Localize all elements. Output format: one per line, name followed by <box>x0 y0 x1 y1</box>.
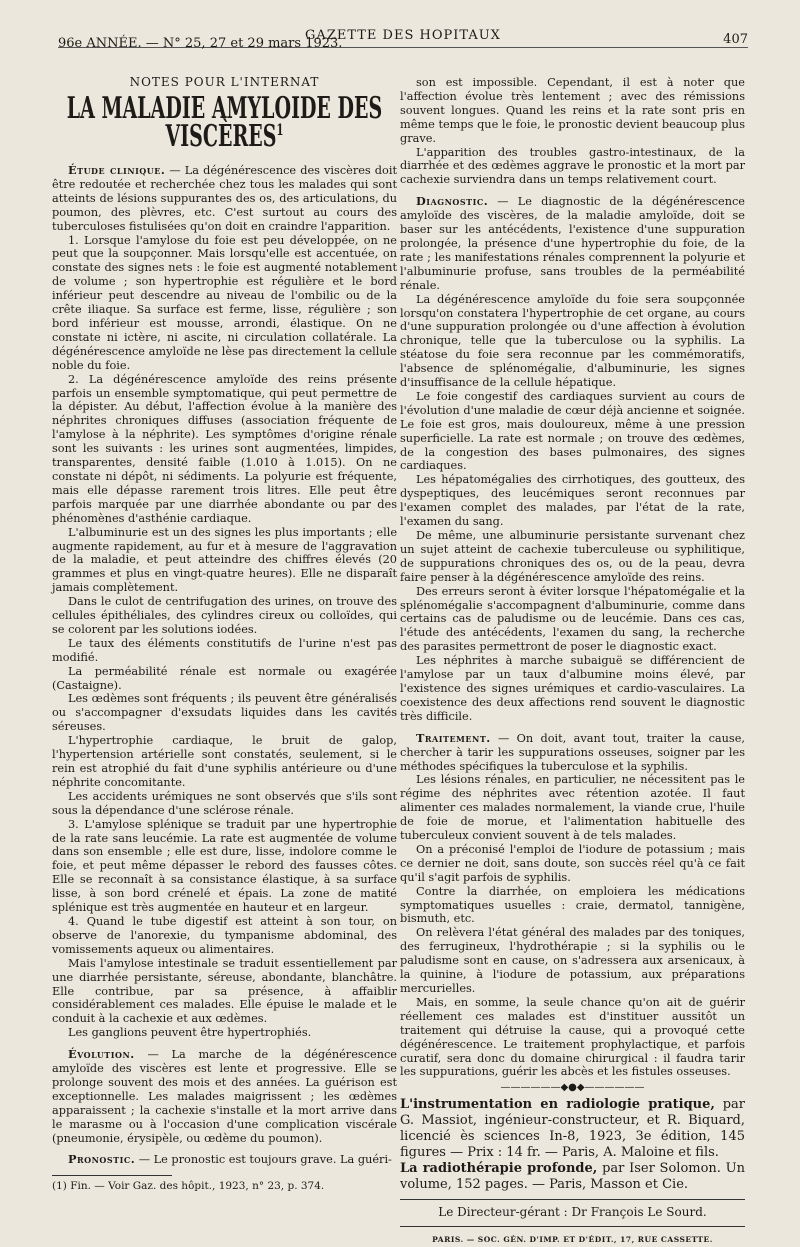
paragraph: Les néphrites à marche subaiguë se différencient de l'amylose par un taux d'albumine moins élevé, par l'existence des signes urémiques et cardio-vasculaires. La coexistence des deux affections rend souvent le diagnostic très difficile. <box>400 654 745 723</box>
paragraph: Les hépatomégalies des cirrhotiques, des goutteux, des dyspeptiques, des leucémiques seront reconnues par l'examen complet des malades, par l'état de la rate, l'examen du sang. <box>400 473 745 529</box>
paragraph-heading: Évolution. <box>68 1047 135 1062</box>
page-number: 407 <box>723 32 748 47</box>
book-title: L'instrumentation en radiologie pratique, <box>400 1097 715 1113</box>
article-title-text: LA MALADIE AMYLOIDE DES VISCÈRES <box>66 91 383 154</box>
paragraph: Le taux des éléments constitutifs de l'urine n'est pas modifié. <box>52 636 397 664</box>
paragraph: L'hypertrophie cardiaque, le bruit de galop, l'hypertension artérielle sont constatés, seulement, si le rein est atrophié du fait d'une syphilis antérieure ou d'une néphrite concomitante. <box>52 734 397 789</box>
paragraph: Le foie congestif des cardiaques survient au cours de l'évolution d'une maladie de cœur déjà ancienne et soignée. Le foie est gros, mais douloureux, même à une pression superficielle. La rate est normale ; on trouve des œdèmes, de la congestion des bases pulmonaires, des signes cardiaques. <box>400 389 745 473</box>
paragraph: Les accidents urémiques ne sont observés que s'ils sont sous la dépendance d'une sclérose rénale. <box>52 789 397 817</box>
paragraph: La perméabilité rénale est normale ou exagérée (Castaigne). <box>52 664 397 692</box>
paragraph-heading: Traitement. <box>416 730 491 745</box>
paragraph-heading: Diagnostic. <box>416 194 489 209</box>
paragraph: Des erreurs seront à éviter lorsque l'hépatomégalie et la splénomégalie s'accompagnent d'albuminurie, comme dans certains cas de paludisme ou de leucémie. Dans ces cas, l'étude des antécédents, l'examen du sang, la recherche des parasites permettront de poser le diagnostic exact. <box>400 584 745 654</box>
footnote-divider <box>52 1175 172 1176</box>
book-notice <box>400 1097 745 1161</box>
paragraph: 2. La dégénérescence amyloïde des reins présente parfois un ensemble symptomatique, qui peut permettre de la dépister. Au début, l'affection évolue à la manière des néphrites chroniques diffuses (association fréquente de l'amylose à la néphrite). Les symptômes d'origine rénale sont les suivants : les urines sont augmentées, limpides, transparentes, densité faible (1.010 à 1.015). On ne constate ni dépôt, ni sédiments. La polyurie est fréquente, mais elle dépasse rarement trois litres. Elle peut être parfois marquée par une diarrhée abondante ou par des phénomènes d'asthénie cardiaque. <box>52 372 397 525</box>
paragraph: 4. Quand le tube digestif est atteint à son tour, on observe de l'anorexie, du tympanisme abdominal, des vomissements aqueux ou alimentaires. <box>52 914 397 956</box>
paragraph: son est impossible. Cependant, il est à noter que l'affection évolue très lentement ; avec des rémissions souvent longues. Quand les reins et la rate sont pris en même temps que le foie, le pronostic devient beaucoup plus grave. <box>400 76 745 145</box>
section-label: NOTES POUR L'INTERNAT <box>129 75 320 89</box>
paragraph <box>52 1048 397 1145</box>
divider <box>400 1226 745 1227</box>
book-title: La radiothérapie profonde, <box>400 1161 598 1177</box>
paragraph-text: — La dégénérescence des viscères doit être redoutée et recherchée chez tous les malades qui sont atteints de lésions suppurantes des os, des articulations, du poumon, des plèvres, etc. C'est surtout au cours des tuberculoses fistulisées qu'on doit en craindre l'apparition. <box>52 164 397 233</box>
paragraph <box>400 195 745 292</box>
paragraph <box>52 164 397 234</box>
paragraph: On relèvera l'état général des malades par des toniques, des ferrugineux, l'hydrothérapie ; si la syphilis ou le paludisme sont en cause, on s'adressera aux arsenicaux, à la quinine, à l'iodure de potassium, aux préparations mercurielles. <box>400 926 745 995</box>
paragraph: L'apparition des troubles gastro-intestinaux, de la diarrhée et des œdèmes aggrave le pronostic et la mort par cachexie surviendra dans un temps relativement court. <box>400 145 745 187</box>
paragraph-text: — On doit, avant tout, traiter la cause, chercher à tarir les suppurations osseuses, soigner par les méthodes spécifiques la tuberculose et la syphilis. <box>400 731 745 773</box>
paragraph-text: — Le pronostic est toujours grave. La guéri- <box>135 1153 392 1167</box>
paragraph: De même, une albuminurie persistante survenant chez un sujet atteint de cachexie tuberculeuse ou syphilitique, de suppurations chroniques des os, ou de la peau, devra faire penser à la dégénérescence amyloïde des reins. <box>400 529 745 584</box>
divider-ornament: ——————◆●◆—————— <box>500 1082 645 1094</box>
paragraph: Contre la diarrhée, on emploiera les médications symptomatiques usuelles : craie, dermatol, tannigène, bismuth, etc. <box>400 884 745 926</box>
publisher-line: Le Directeur-gérant : Dr François Le Sourd. <box>438 1205 707 1220</box>
paragraph: Dans le culot de centrifugation des urines, on trouve des cellules épithéliales, des cylindres cireux ou colloïdes, qui se colorent par les solutions iodées. <box>52 595 397 636</box>
footnote: (1) Fin. — Voir Gaz. des hôpit., 1923, n° 23, p. 374. <box>52 1180 325 1193</box>
running-header <box>58 28 748 51</box>
paragraph: 3. L'amylose splénique se traduit par une hypertrophie de la rate sans leucémie. La rate est augmentée de volume dans son ensemble ; elle est dure, lisse, indolore comme le foie, et peut même dépasser le rebord des fausses côtes. Elle se reconnaît à sa consistance élastique, à sa surface lisse, à son bord crénelé et épais. La zone de matité splénique est très augmentée en hauteur et en largeur. <box>52 817 397 915</box>
issue-info: 96e ANNÉE. — N° 25, 27 et 29 mars 1923. <box>58 36 343 51</box>
paragraph <box>400 732 745 774</box>
paragraph-text: — Le diagnostic de la dégénérescence amyloïde des viscères, de la maladie amyloïde, doit se baser sur les antécédents, l'existence d'une suppuration prolongée, la présence d'une hypertrophie du foie, de la rate ; les manifestations rénales comprennent la polyurie et l'albuminurie profuse, sans troubles de la perméabilité rénale. <box>400 195 745 292</box>
paragraph: L'albuminurie est un des signes les plus importants ; elle augmente rapidement, au fur et à mesure de l'aggravation de la maladie, et peut atteindre des chiffres élevés (20 grammes et plus en vingt-quatre heures). Elle ne disparaît jamais complètement. <box>52 525 397 595</box>
paragraph <box>52 1153 397 1167</box>
paragraph-text: — La marche de la dégénérescence amyloïde des viscères est lente et progressive. Elle se prolonge souvent des mois et des années. La guérison est exceptionnelle. Les malades maigrissent ; les œdèmes apparaissent ; la cachexie s'installe et la mort arrive dans le marasme ou à l'occasion d'une complication viscérale (pneumonie, érysipèle, ou œdème du poumon). <box>52 1048 397 1145</box>
paragraph: Les ganglions peuvent être hypertrophiés. <box>68 1026 312 1040</box>
book-details: par G. Massiot, ingénieur-constructeur, et R. Biquard, licencié ès sciences In-8, 1923, 3e édition, 145 figures — Prix : 14 fr. — Paris, A. Maloine et fils. <box>400 1097 746 1161</box>
title-footnote-mark: 1 <box>276 122 284 140</box>
paragraph: 1. Lorsque l'amylose du foie est peu développée, on ne peut que la soupçonner. Mais lorsqu'elle est accentuée, on constate des signes nets : le foie est augmenté notablement de volume ; son hypertrophie est régulière et le bord inférieur peut descendre au niveau de l'ombilic ou de la crête iliaque. Sa surface est ferme, lisse, régulière ; son bord inférieur est mousse, arrondi, élastique. On ne constate ni ictère, ni ascite, ni circulation collatérale. La dégénérescence amyloïde ne lèse pas directement la cellule noble du foie. <box>52 233 397 372</box>
paragraph: Mais l'amylose intestinale se traduit essentiellement par une diarrhée persistante, séreuse, abondante, blanchâtre. Elle contribue, par sa présence, à affaiblir considérablement ces malades. Elle épuise le malade et le conduit à la cachexie et aux œdèmes. <box>52 956 397 1026</box>
right-column <box>400 76 745 1247</box>
journal-title: GAZETTE DES HOPITAUX <box>305 28 501 43</box>
paragraph-heading: Étude clinique. <box>68 163 166 178</box>
article-title <box>52 91 397 154</box>
paragraph: La dégénérescence amyloïde du foie sera soupçonnée lorsqu'on constatera l'hypertrophie de cet organe, au cours d'une suppuration prolongée ou d'une affection à évolution chronique, telle que la tuberculose ou la syphilis. La stéatose du foie sera reconnue par les commémoratifs, l'absence de splénomégalie, d'albuminurie, les signes d'insuffisance de la cellule hépatique. <box>400 292 745 390</box>
paragraph-heading: Pronostic. <box>68 1152 136 1167</box>
paragraph: Mais, en somme, la seule chance qu'on ait de guérir réellement ces malades est d'instituer aussitôt un traitement qui détruise la cause, qui a provoqué cette dégénérescence. Le traitement prophylactique, et parfois curatif, sera donc du domaine chirurgical : il faudra tarir les suppurations, guérir les abcès et les fistules osseuses. <box>400 995 745 1079</box>
left-column <box>52 76 397 1194</box>
book-details: par Iser Solomon. Un volume, 152 pages. — Paris, Masson et Cie. <box>400 1161 745 1193</box>
book-notice <box>400 1161 745 1193</box>
paragraph: Les œdèmes sont fréquents ; ils peuvent être généralisés ou s'accompagner d'exsudats liquides dans les cavités séreuses. <box>52 692 397 734</box>
paragraph: Les lésions rénales, en particulier, ne nécessitent pas le régime des néphrites avec rétention azotée. Il faut alimenter ces malades normalement, la viande crue, l'huile de foie de morue, et l'alimentation habituelle des tuberculeux convient souvent à de tels malades. <box>400 773 745 843</box>
paragraph: On a préconisé l'emploi de l'iodure de potassium ; mais ce dernier ne doit, sans doute, son succès réel qu'à ce fait qu'il s'agit parfois de syphilis. <box>400 842 745 884</box>
printer-imprint: PARIS. — SOC. GÉN. D'IMP. ET D'ÉDIT., 17, RUE CASSETTE. <box>432 1235 713 1245</box>
divider <box>400 1199 745 1200</box>
